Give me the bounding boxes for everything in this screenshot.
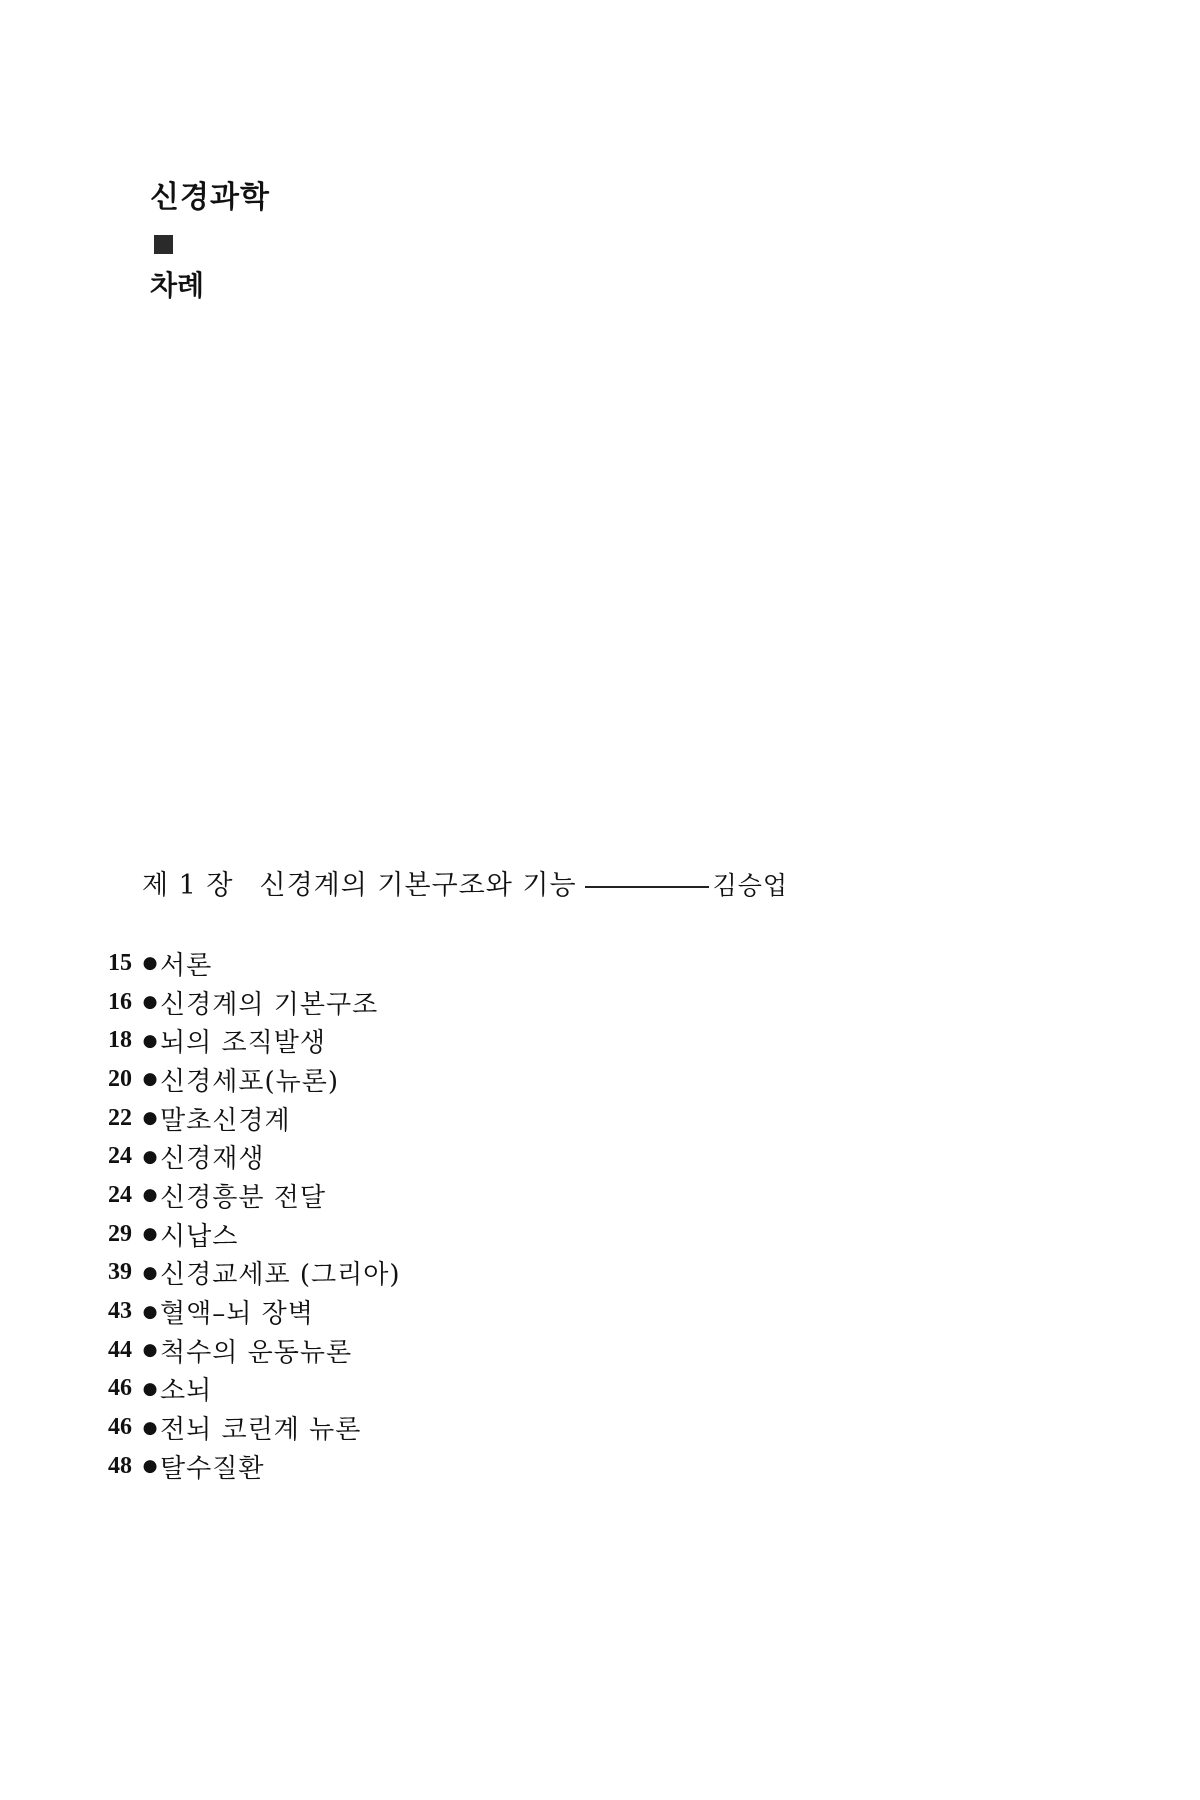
toc-entry xyxy=(108,1176,400,1215)
toc-entry-title: 전뇌 코린계 뉴론 xyxy=(160,1415,362,1446)
bullet-icon: ● xyxy=(142,1378,158,1399)
toc-page-number: 46 xyxy=(108,1414,132,1441)
chapter-heading xyxy=(142,866,788,906)
toc-entry-title: 신경흥분 전달 xyxy=(160,1182,326,1213)
bullet-icon: ● xyxy=(142,1185,158,1206)
toc-entry xyxy=(108,1408,400,1447)
toc-page-number: 39 xyxy=(108,1259,132,1286)
toc-entry-title: 뇌의 조직발생 xyxy=(160,1028,326,1059)
toc-entry xyxy=(108,1254,400,1293)
bullet-icon: ● xyxy=(142,992,158,1013)
bullet-icon: ● xyxy=(142,1340,158,1361)
toc-page-number: 44 xyxy=(108,1336,132,1363)
square-ornament xyxy=(154,235,173,254)
bullet-icon: ● xyxy=(142,1262,158,1283)
toc-entry xyxy=(108,1021,400,1060)
toc-entry-title: 서론 xyxy=(160,950,213,981)
toc-entry xyxy=(108,1447,400,1486)
toc-entry xyxy=(108,983,400,1022)
toc-entry-title: 탈수질환 xyxy=(160,1453,265,1484)
toc-entry xyxy=(108,1215,400,1254)
toc-label: 차례 xyxy=(150,269,205,302)
toc-entry-title: 시납스 xyxy=(160,1221,239,1252)
toc-page-number: 24 xyxy=(108,1181,132,1208)
toc-page-number: 16 xyxy=(108,988,132,1015)
bullet-icon: ● xyxy=(142,1069,158,1090)
toc-page-number: 24 xyxy=(108,1143,132,1170)
toc-page-number: 15 xyxy=(108,949,132,976)
bullet-icon: ● xyxy=(142,953,158,974)
toc-entry-title: 신경세포(뉴론) xyxy=(160,1066,339,1097)
book-header xyxy=(150,178,270,306)
bullet-icon: ● xyxy=(142,1456,158,1477)
chapter-title: 신경계의 기본구조와 기능 xyxy=(259,870,577,901)
toc-entry xyxy=(108,1331,400,1370)
toc-entry-title: 신경계의 기본구조 xyxy=(160,989,379,1020)
toc-page-number: 20 xyxy=(108,1065,132,1092)
book-title: 신경과학 xyxy=(150,180,270,215)
toc-entry-title: 소뇌 xyxy=(160,1376,213,1407)
toc-entry xyxy=(108,944,400,983)
toc-entry-title: 신경교세포 (그리아) xyxy=(160,1260,401,1291)
toc-entry-title: 말초신경계 xyxy=(160,1105,291,1136)
toc-entry-title: 척수의 운동뉴론 xyxy=(160,1337,353,1368)
toc-entry xyxy=(108,1099,400,1138)
bullet-icon: ● xyxy=(142,1108,158,1129)
toc-entry xyxy=(108,1370,400,1409)
toc-list xyxy=(108,944,400,1486)
toc-page-number: 18 xyxy=(108,1027,132,1054)
bullet-icon: ● xyxy=(142,1301,158,1322)
toc-entry-title: 혈액–뇌 장벽 xyxy=(160,1299,314,1330)
toc-entry xyxy=(108,1060,400,1099)
bullet-icon: ● xyxy=(142,1224,158,1245)
chapter-dash-rule xyxy=(585,886,709,888)
toc-page-number: 43 xyxy=(108,1298,132,1325)
chapter-author: 김승업 xyxy=(712,871,789,900)
toc-entry-title: 신경재생 xyxy=(160,1144,265,1175)
toc-entry xyxy=(108,1292,400,1331)
toc-page-number: 48 xyxy=(108,1452,132,1479)
toc-entry xyxy=(108,1137,400,1176)
toc-page-number: 29 xyxy=(108,1220,132,1247)
bullet-icon: ● xyxy=(142,1146,158,1167)
toc-page-number: 22 xyxy=(108,1104,132,1131)
toc-page-number: 46 xyxy=(108,1375,132,1402)
chapter-number: 제 1 장 xyxy=(142,870,234,901)
bullet-icon: ● xyxy=(142,1417,158,1438)
bullet-icon: ● xyxy=(142,1030,158,1051)
